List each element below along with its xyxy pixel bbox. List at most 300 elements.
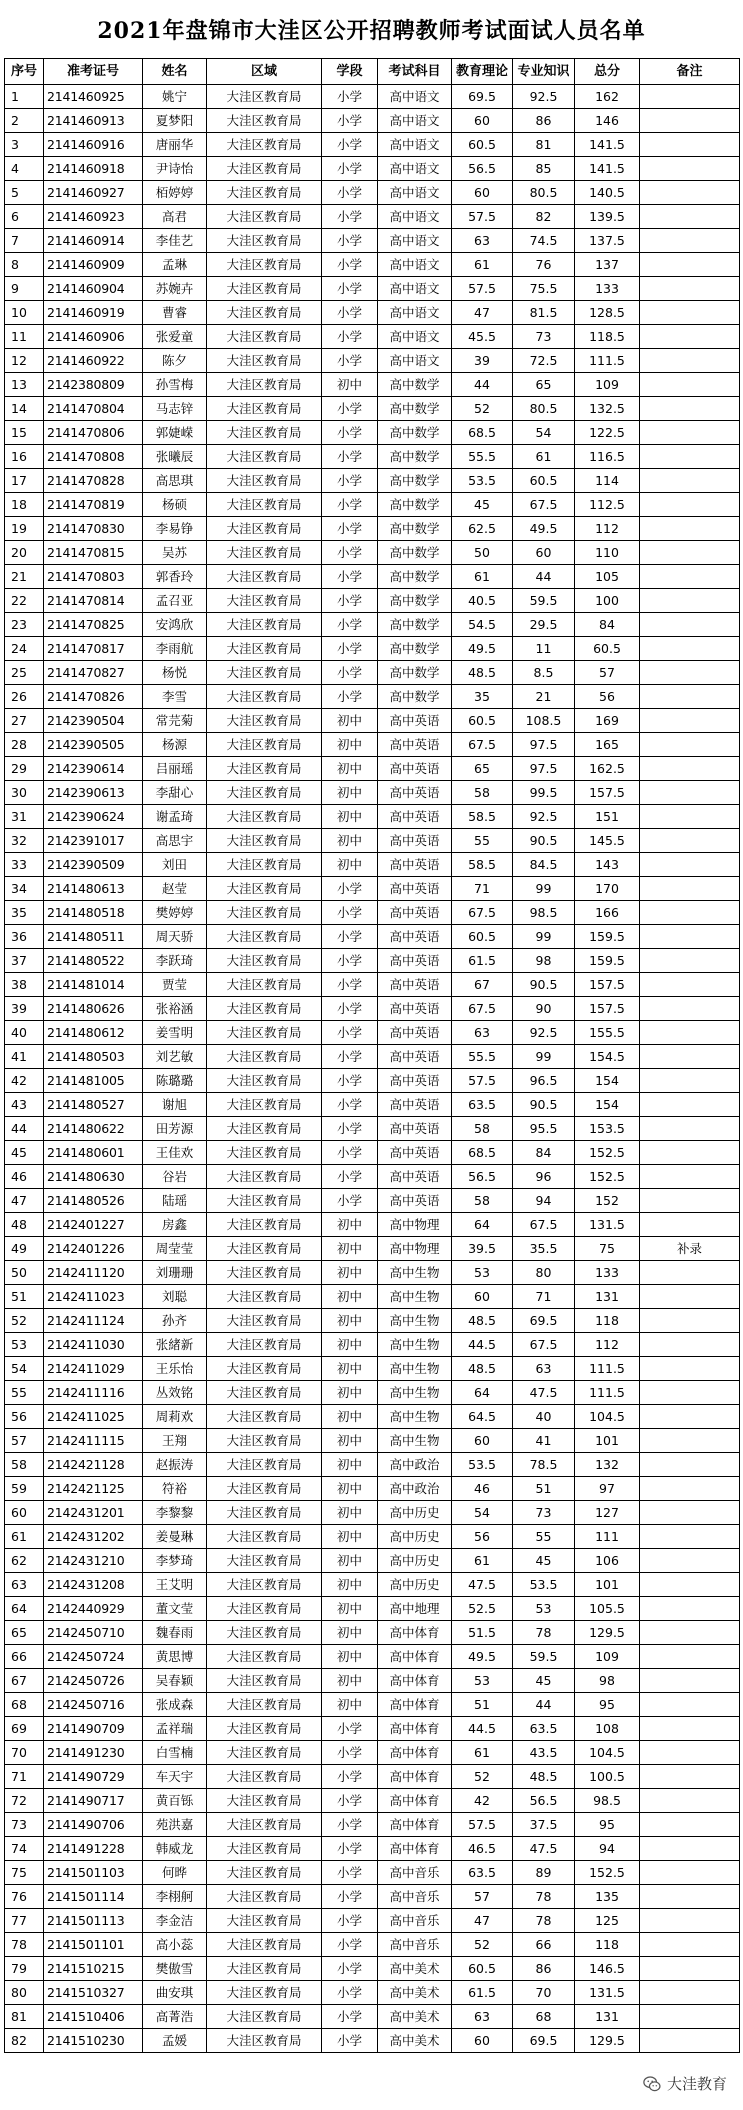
cell-theory: 71 [452,877,513,901]
cell-seq: 32 [5,829,44,853]
cell-stage: 小学 [322,1837,378,1861]
table-row [5,1093,740,1117]
cell-stage: 初中 [322,1285,378,1309]
cell-seq: 51 [5,1285,44,1309]
cell-major: 90.5 [513,973,575,997]
table-row [5,1189,740,1213]
cell-stage: 初中 [322,1309,378,1333]
cell-region: 大洼区教育局 [207,1717,322,1741]
cell-exam-id: 2141480613 [44,877,143,901]
cell-major: 85 [513,157,575,181]
cell-major: 90.5 [513,1093,575,1117]
cell-name: 刘艺敏 [143,1045,207,1069]
cell-total: 98.5 [575,1789,640,1813]
cell-major: 8.5 [513,661,575,685]
cell-exam-id: 2141480612 [44,1021,143,1045]
cell-total: 101 [575,1573,640,1597]
cell-subject: 高中语文 [378,301,452,325]
cell-seq: 66 [5,1645,44,1669]
table-row [5,229,740,253]
cell-stage: 初中 [322,829,378,853]
cell-major: 47.5 [513,1837,575,1861]
cell-region: 大洼区教育局 [207,2005,322,2029]
table-row [5,325,740,349]
cell-theory: 67.5 [452,997,513,1021]
cell-subject: 高中生物 [378,1357,452,1381]
cell-name: 李梦琦 [143,1549,207,1573]
cell-major: 90 [513,997,575,1021]
cell-region: 大洼区教育局 [207,253,322,277]
table-row [5,925,740,949]
cell-name: 白雪楠 [143,1741,207,1765]
cell-note [640,1357,740,1381]
cell-theory: 56.5 [452,157,513,181]
table-row [5,1261,740,1285]
cell-region: 大洼区教育局 [207,781,322,805]
cell-major: 99 [513,925,575,949]
cell-note [640,637,740,661]
table-row [5,277,740,301]
cell-total: 84 [575,613,640,637]
cell-name: 刘聪 [143,1285,207,1309]
cell-major: 99.5 [513,781,575,805]
cell-major: 45 [513,1549,575,1573]
cell-stage: 初中 [322,1693,378,1717]
cell-stage: 小学 [322,1909,378,1933]
table-row [5,1429,740,1453]
cell-region: 大洼区教育局 [207,853,322,877]
cell-region: 大洼区教育局 [207,1309,322,1333]
cell-exam-id: 2141481014 [44,973,143,997]
cell-note [640,1501,740,1525]
cell-major: 78.5 [513,1453,575,1477]
cell-total: 95 [575,1813,640,1837]
cell-name: 李甜心 [143,781,207,805]
cell-subject: 高中体育 [378,1693,452,1717]
cell-subject: 高中英语 [378,1141,452,1165]
table-row [5,85,740,109]
cell-subject: 高中美术 [378,2029,452,2053]
cell-theory: 61.5 [452,949,513,973]
cell-stage: 小学 [322,1069,378,1093]
cell-theory: 55.5 [452,1045,513,1069]
cell-exam-id: 2141460904 [44,277,143,301]
cell-stage: 小学 [322,997,378,1021]
cell-region: 大洼区教育局 [207,541,322,565]
cell-major: 96.5 [513,1069,575,1093]
cell-seq: 37 [5,949,44,973]
cell-exam-id: 2141460923 [44,205,143,229]
cell-subject: 高中音乐 [378,1861,452,1885]
cell-exam-id: 2142411023 [44,1285,143,1309]
cell-theory: 63 [452,1021,513,1045]
cell-total: 169 [575,709,640,733]
cell-total: 152.5 [575,1861,640,1885]
table-row [5,373,740,397]
cell-stage: 初中 [322,709,378,733]
cell-name: 何晔 [143,1861,207,1885]
cell-subject: 高中体育 [378,1717,452,1741]
cell-major: 53 [513,1597,575,1621]
cell-total: 151 [575,805,640,829]
cell-theory: 57.5 [452,205,513,229]
cell-seq: 81 [5,2005,44,2029]
cell-exam-id: 2141510215 [44,1957,143,1981]
table-row [5,1285,740,1309]
cell-name: 高菁浩 [143,2005,207,2029]
cell-seq: 52 [5,1309,44,1333]
cell-seq: 11 [5,325,44,349]
cell-note [640,1621,740,1645]
cell-theory: 54.5 [452,613,513,637]
cell-exam-id: 2142450724 [44,1645,143,1669]
cell-name: 孙齐 [143,1309,207,1333]
cell-exam-id: 2141460925 [44,85,143,109]
table-row [5,853,740,877]
cell-theory: 45 [452,493,513,517]
cell-region: 大洼区教育局 [207,373,322,397]
table-row [5,133,740,157]
cell-exam-id: 2142390505 [44,733,143,757]
cell-subject: 高中英语 [378,949,452,973]
cell-exam-id: 2141490706 [44,1813,143,1837]
cell-total: 162 [575,85,640,109]
cell-total: 57 [575,661,640,685]
cell-major: 78 [513,1885,575,1909]
cell-subject: 高中语文 [378,277,452,301]
cell-note [640,229,740,253]
cell-stage: 初中 [322,757,378,781]
cell-theory: 44.5 [452,1717,513,1741]
table-row [5,517,740,541]
table-row [5,613,740,637]
cell-total: 110 [575,541,640,565]
cell-subject: 高中数学 [378,445,452,469]
cell-seq: 18 [5,493,44,517]
cell-subject: 高中数学 [378,397,452,421]
table-row [5,805,740,829]
cell-stage: 初中 [322,805,378,829]
cell-seq: 36 [5,925,44,949]
cell-note [640,157,740,181]
cell-stage: 小学 [322,901,378,925]
cell-theory: 63 [452,2005,513,2029]
cell-major: 96 [513,1165,575,1189]
cell-seq: 72 [5,1789,44,1813]
cell-name: 李雨航 [143,637,207,661]
cell-stage: 小学 [322,565,378,589]
cell-total: 159.5 [575,949,640,973]
cell-major: 61 [513,445,575,469]
cell-major: 92.5 [513,85,575,109]
cell-region: 大洼区教育局 [207,685,322,709]
cell-name: 樊傲雪 [143,1957,207,1981]
cell-note [640,1309,740,1333]
cell-subject: 高中生物 [378,1261,452,1285]
cell-theory: 63.5 [452,1861,513,1885]
cell-theory: 68.5 [452,1141,513,1165]
cell-note [640,1861,740,1885]
cell-name: 苑洪嘉 [143,1813,207,1837]
cell-theory: 55 [452,829,513,853]
cell-exam-id: 2142431201 [44,1501,143,1525]
header-seq: 序号 [5,59,44,85]
cell-seq: 20 [5,541,44,565]
cell-region: 大洼区教育局 [207,445,322,469]
cell-note [640,1693,740,1717]
table-row [5,1837,740,1861]
wechat-icon [643,2075,661,2093]
cell-theory: 60 [452,1429,513,1453]
cell-subject: 高中英语 [378,901,452,925]
cell-subject: 高中体育 [378,1669,452,1693]
cell-major: 89 [513,1861,575,1885]
cell-major: 67.5 [513,1213,575,1237]
cell-note [640,877,740,901]
table-row [5,1597,740,1621]
cell-total: 109 [575,373,640,397]
cell-subject: 高中英语 [378,757,452,781]
table-row [5,1045,740,1069]
cell-note [640,1261,740,1285]
cell-major: 67.5 [513,1333,575,1357]
cell-region: 大洼区教育局 [207,925,322,949]
table-row [5,1525,740,1549]
table-row [5,1813,740,1837]
cell-seq: 69 [5,1717,44,1741]
cell-note [640,1957,740,1981]
cell-name: 黄思博 [143,1645,207,1669]
cell-theory: 58 [452,781,513,805]
cell-major: 80 [513,1261,575,1285]
cell-region: 大洼区教育局 [207,1189,322,1213]
cell-name: 姜曼琳 [143,1525,207,1549]
cell-note [640,733,740,757]
table-row [5,205,740,229]
cell-theory: 61 [452,1549,513,1573]
cell-total: 101 [575,1429,640,1453]
cell-seq: 47 [5,1189,44,1213]
cell-subject: 高中语文 [378,325,452,349]
cell-exam-id: 2142391017 [44,829,143,853]
cell-stage: 小学 [322,229,378,253]
header-name: 姓名 [143,59,207,85]
cell-seq: 40 [5,1021,44,1045]
cell-region: 大洼区教育局 [207,421,322,445]
cell-note [640,541,740,565]
cell-seq: 68 [5,1693,44,1717]
cell-major: 53.5 [513,1573,575,1597]
cell-seq: 64 [5,1597,44,1621]
table-row [5,1501,740,1525]
cell-theory: 35 [452,685,513,709]
cell-region: 大洼区教育局 [207,205,322,229]
cell-exam-id: 2142431202 [44,1525,143,1549]
cell-region: 大洼区教育局 [207,85,322,109]
cell-subject: 高中英语 [378,733,452,757]
cell-note [640,1813,740,1837]
cell-subject: 高中数学 [378,589,452,613]
cell-major: 94 [513,1189,575,1213]
cell-name: 李佳艺 [143,229,207,253]
cell-subject: 高中音乐 [378,1909,452,1933]
cell-theory: 57 [452,1885,513,1909]
cell-name: 张成森 [143,1693,207,1717]
cell-total: 157.5 [575,973,640,997]
cell-note [640,373,740,397]
cell-region: 大洼区教育局 [207,949,322,973]
cell-seq: 45 [5,1141,44,1165]
cell-stage: 小学 [322,1933,378,1957]
cell-total: 131 [575,2005,640,2029]
cell-seq: 74 [5,1837,44,1861]
table-row [5,1693,740,1717]
cell-exam-id: 2142431208 [44,1573,143,1597]
cell-theory: 48.5 [452,661,513,685]
cell-major: 11 [513,637,575,661]
cell-total: 170 [575,877,640,901]
cell-subject: 高中英语 [378,709,452,733]
cell-seq: 41 [5,1045,44,1069]
cell-region: 大洼区教育局 [207,1501,322,1525]
cell-major: 81.5 [513,301,575,325]
cell-seq: 67 [5,1669,44,1693]
cell-theory: 67.5 [452,733,513,757]
table-row [5,1957,740,1981]
cell-region: 大洼区教育局 [207,1213,322,1237]
cell-total: 133 [575,277,640,301]
cell-note: 补录 [640,1237,740,1261]
cell-note [640,1573,740,1597]
cell-total: 129.5 [575,2029,640,2053]
cell-stage: 小学 [322,1957,378,1981]
cell-seq: 6 [5,205,44,229]
cell-note [640,661,740,685]
cell-total: 111.5 [575,1381,640,1405]
cell-seq: 28 [5,733,44,757]
cell-total: 104.5 [575,1741,640,1765]
table-row [5,1357,740,1381]
cell-name: 高思琪 [143,469,207,493]
cell-region: 大洼区教育局 [207,1069,322,1093]
cell-note [640,1741,740,1765]
cell-total: 152 [575,1189,640,1213]
cell-major: 86 [513,109,575,133]
cell-subject: 高中英语 [378,853,452,877]
cell-stage: 初中 [322,853,378,877]
cell-subject: 高中语文 [378,85,452,109]
cell-seq: 35 [5,901,44,925]
cell-subject: 高中语文 [378,109,452,133]
cell-major: 59.5 [513,1645,575,1669]
table-row [5,301,740,325]
table-row [5,349,740,373]
cell-major: 78 [513,1909,575,1933]
cell-exam-id: 2141460906 [44,325,143,349]
cell-seq: 42 [5,1069,44,1093]
cell-seq: 16 [5,445,44,469]
cell-exam-id: 2141510406 [44,2005,143,2029]
cell-exam-id: 2141501113 [44,1909,143,1933]
cell-note [640,829,740,853]
cell-stage: 小学 [322,1045,378,1069]
cell-subject: 高中英语 [378,1093,452,1117]
cell-name: 张爱童 [143,325,207,349]
header-major: 专业知识 [513,59,575,85]
table-row [5,733,740,757]
cell-stage: 小学 [322,1765,378,1789]
cell-note [640,2029,740,2053]
cell-name: 栢婷婷 [143,181,207,205]
cell-total: 97 [575,1477,640,1501]
cell-stage: 小学 [322,205,378,229]
cell-stage: 小学 [322,613,378,637]
watermark-text: 大洼教育 [666,2075,727,2093]
cell-stage: 初中 [322,373,378,397]
cell-stage: 小学 [322,2005,378,2029]
cell-name: 孟召亚 [143,589,207,613]
cell-total: 100.5 [575,1765,640,1789]
cell-stage: 小学 [322,109,378,133]
cell-subject: 高中数学 [378,685,452,709]
cell-name: 房鑫 [143,1213,207,1237]
page-title: 2021年盘锦市大洼区公开招聘教师考试面试人员名单 [97,17,646,44]
cell-region: 大洼区教育局 [207,757,322,781]
cell-note [640,613,740,637]
cell-total: 133 [575,1261,640,1285]
table-row [5,781,740,805]
cell-name: 孟媛 [143,2029,207,2053]
table-row [5,1573,740,1597]
table-row [5,397,740,421]
cell-total: 157.5 [575,781,640,805]
cell-seq: 29 [5,757,44,781]
cell-total: 112 [575,517,640,541]
cell-exam-id: 2142450716 [44,1693,143,1717]
table-row [5,1405,740,1429]
cell-subject: 高中美术 [378,1957,452,1981]
cell-seq: 22 [5,589,44,613]
cell-subject: 高中历史 [378,1573,452,1597]
cell-note [640,781,740,805]
cell-seq: 70 [5,1741,44,1765]
cell-note [640,685,740,709]
cell-name: 谢旭 [143,1093,207,1117]
cell-name: 王翔 [143,1429,207,1453]
cell-theory: 48.5 [452,1357,513,1381]
cell-exam-id: 2141470825 [44,613,143,637]
cell-subject: 高中生物 [378,1333,452,1357]
cell-seq: 57 [5,1429,44,1453]
cell-theory: 52 [452,397,513,421]
cell-major: 69.5 [513,2029,575,2053]
cell-theory: 64 [452,1381,513,1405]
cell-region: 大洼区教育局 [207,1621,322,1645]
cell-note [640,493,740,517]
cell-theory: 53 [452,1261,513,1285]
table-row [5,1309,740,1333]
cell-theory: 44.5 [452,1333,513,1357]
cell-theory: 67.5 [452,901,513,925]
table-row [5,637,740,661]
cell-region: 大洼区教育局 [207,1381,322,1405]
table-row [5,901,740,925]
cell-note [640,949,740,973]
cell-seq: 33 [5,853,44,877]
cell-subject: 高中生物 [378,1429,452,1453]
cell-seq: 13 [5,373,44,397]
cell-total: 135 [575,1885,640,1909]
